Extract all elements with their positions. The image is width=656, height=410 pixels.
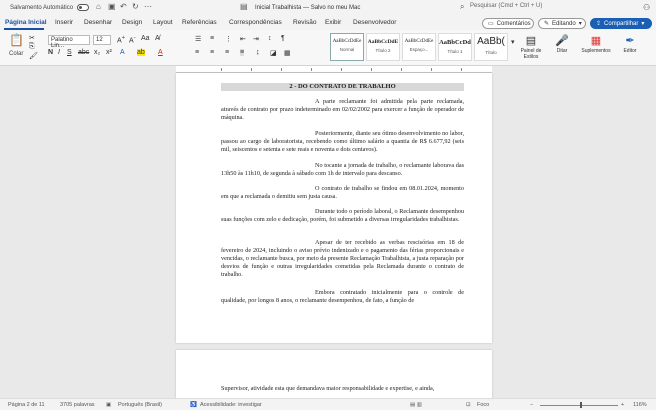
style-name: Título (485, 50, 497, 55)
italic-button[interactable]: I (58, 49, 60, 56)
editor-pen-icon: ✒ (625, 35, 635, 47)
comments-button[interactable] (482, 18, 534, 29)
tab-home[interactable]: Página Inicial (5, 19, 47, 26)
zoom-level[interactable]: 116% (633, 402, 647, 408)
tab-draw[interactable]: Desenhar (84, 19, 113, 26)
autosave-toggle[interactable] (77, 4, 89, 11)
zoom-slider-thumb[interactable] (580, 402, 582, 408)
tab-view[interactable]: Exibir (325, 19, 342, 26)
style-sample: AaBbCcDd (439, 39, 471, 46)
horizontal-ruler[interactable] (176, 66, 492, 73)
zoom-out-icon[interactable]: − (530, 402, 534, 408)
editor-label: Editor (623, 48, 637, 54)
style-sample: AaBb( (477, 36, 505, 47)
style-sample: AaBbCcDdEe (332, 39, 362, 44)
tab-layout[interactable]: Layout (153, 19, 173, 26)
paragraph[interactable]: Posteriormente, diante seu ótimo desenvolvimento no labor, passou ao cargo de laboratorista, recebendo como último salário a quantia de R$ 6.677,92 (seis mil, seiscentos e setenta e sete reais e noventa e dois centavos). (221, 130, 464, 154)
view-mode-icon[interactable]: ▤ ▥ (410, 402, 422, 408)
underline-button[interactable]: S (67, 49, 72, 56)
editing-label: Editando (552, 20, 576, 27)
focus-label[interactable]: Foco (477, 402, 490, 408)
paragraph[interactable]: A parte reclamante foi admitida pela parte reclamada, através de contrato por prazo indeterminado em 02/02/2002 para exercer a função de operador de máquina. (221, 98, 464, 122)
style-name: Espaço... (409, 47, 429, 52)
dictate-label: Ditar (556, 48, 568, 54)
styles-pane-button[interactable] (515, 34, 547, 60)
subscript-button[interactable]: x₂ (94, 49, 101, 56)
addins-button[interactable] (580, 34, 612, 54)
decrease-indent-icon[interactable]: ⇤ (240, 36, 246, 43)
show-marks-icon[interactable]: ¶ (281, 35, 285, 42)
editing-mode-button[interactable] (538, 18, 586, 29)
change-case-icon[interactable]: Aa (141, 35, 150, 42)
bold-button[interactable]: N (48, 49, 54, 56)
document-icon: ▤ (240, 2, 248, 11)
paragraph[interactable]: Durante todo o período laboral, o Reclamante desempenhou suas funções com zelo e dedicação, porém, foi submetido a diversas irregularidades trabalhistas. (221, 208, 464, 224)
highlight-icon[interactable]: ab (137, 49, 145, 56)
addins-label: Suplementos (581, 48, 611, 54)
title-bar (0, 0, 656, 16)
style-heading-1[interactable] (438, 33, 472, 61)
tab-review[interactable]: Revisão (293, 19, 317, 26)
styles-pane-label: Painel de Estilos (520, 48, 542, 60)
section-heading: 2 - DO CONTRATO DE TRABALHO (221, 83, 464, 91)
format-painter-icon[interactable]: 🖌 (29, 53, 38, 60)
paragraph[interactable]: O contrato de trabalho se findou em 08.01.2024, momento em que a reclamada o demitiu sem justa causa. (221, 185, 464, 201)
sort-icon[interactable]: ↕ (268, 35, 272, 42)
page-count[interactable]: Página 2 de 11 (8, 402, 45, 408)
style-title[interactable] (474, 33, 508, 61)
tab-insert[interactable]: Inserir (55, 19, 74, 26)
paragraph[interactable]: Apesar de ter recebido as verbas rescisórias em 18 de fevereiro de 2024, incluindo o aviso prévio indenizado e o pagamento das férias proporcionais e vencidas, o reclamante busca, por meio da presente Reclamação Trabalhista, a justa reparação por desvios de função e outras irregularidades cometidas pela Reclamada durante o contrato de trabalho. (221, 239, 464, 279)
more-icon[interactable]: ⋯ (144, 2, 152, 11)
status-bar (0, 398, 656, 410)
cut-icon[interactable]: ✂ (29, 35, 35, 42)
justify-icon[interactable]: ≡ (240, 49, 245, 56)
align-left-icon[interactable]: ≡ (195, 49, 200, 56)
superscript-button[interactable]: x² (106, 49, 112, 56)
share-label: Compartilhar (604, 20, 639, 27)
accessibility-icon[interactable]: ♿ (190, 402, 197, 408)
language-status[interactable]: Português (Brasil) (118, 402, 163, 408)
focus-icon[interactable]: ⊡ (466, 402, 471, 408)
paste-icon[interactable]: 📋 (9, 33, 24, 47)
save-icon[interactable]: ▣ (108, 2, 116, 11)
grow-font-icon[interactable]: A+ (117, 35, 126, 45)
redo-icon[interactable]: ↻ (132, 2, 139, 11)
style-sample: AaBbCcDdEe (404, 39, 434, 44)
text-effects-icon[interactable]: A (120, 49, 125, 56)
document-page[interactable] (176, 73, 492, 343)
bullets-icon[interactable]: ☰ (195, 36, 202, 43)
style-heading-2[interactable] (366, 33, 400, 61)
document-page-2[interactable] (176, 350, 492, 400)
style-name: Normal (339, 47, 355, 52)
comment-icon: ▭ (488, 21, 494, 27)
style-spacing[interactable] (402, 33, 436, 61)
word-count[interactable]: 3705 palavras (60, 402, 95, 408)
font-name-select[interactable]: Palatino Lin... (48, 35, 90, 45)
chevron-down-icon: ▾ (578, 21, 582, 27)
style-name: Título 1 (447, 49, 463, 54)
account-icon[interactable]: ⚇ (643, 3, 651, 12)
dictate-button[interactable] (546, 34, 578, 54)
copy-icon[interactable]: ⎘ (29, 43, 35, 50)
paragraph[interactable]: No tocante a jornada de trabalho, o reclamante laborava das 13h50 às 11h10, de segunda à sábado com 1h de intervalo para descanso. (221, 162, 464, 178)
style-name: Título 2 (375, 48, 391, 53)
search-icon[interactable]: ⌕ (460, 2, 465, 11)
align-center-icon[interactable]: ≡ (210, 49, 215, 56)
tab-references[interactable]: Referências (182, 19, 217, 26)
accessibility-status[interactable]: Acessibilidade: investigar (200, 402, 262, 408)
editor-button[interactable] (614, 34, 646, 54)
microphone-icon: 🎤 (555, 35, 569, 47)
numbering-icon[interactable]: ≡ (210, 35, 215, 42)
tab-developer[interactable]: Desenvolvedor (353, 19, 397, 26)
strikethrough-button[interactable]: abc (78, 49, 90, 56)
zoom-in-icon[interactable]: + (621, 402, 625, 408)
clear-format-icon[interactable]: A̸ (155, 35, 160, 42)
tab-design[interactable]: Design (122, 19, 143, 26)
font-size-select[interactable]: 12 (93, 35, 111, 45)
shading-icon[interactable]: ◪ (270, 50, 277, 57)
style-normal[interactable] (330, 33, 364, 61)
ribbon-toolbar (0, 30, 656, 66)
pencil-icon: ✎ (544, 21, 550, 27)
paragraph[interactable]: Embora contratado inicialmente para o controle de qualidade, por longos 8 anos, o reclamante desempenhou, de fato, a função de (221, 289, 464, 305)
share-icon: ⇪ (596, 21, 602, 27)
chevron-down-icon: ▾ (641, 21, 645, 27)
zoom-slider[interactable] (540, 405, 618, 406)
multilevel-list-icon[interactable]: ⋮ (225, 36, 232, 43)
home-icon[interactable]: ⌂ (96, 2, 101, 11)
paragraph[interactable]: Supervisor, atividade esta que demandava maior responsabilidade e expertise, e ainda, (221, 385, 435, 392)
font-color-icon[interactable]: A (158, 49, 163, 56)
share-button[interactable] (590, 18, 652, 29)
search-input[interactable]: Pesquisar (Cmd + Ctrl + U) (470, 3, 543, 9)
document-title: Inicial Trabalhista — Salvo no meu Mac (255, 5, 361, 11)
increase-indent-icon[interactable]: ⇥ (253, 36, 259, 43)
styles-pane-icon: ▤ (525, 35, 537, 47)
autosave-label: Salvamento Automático (10, 5, 74, 11)
comments-label: Comentários (496, 20, 531, 27)
menu-bar (0, 16, 656, 30)
undo-icon[interactable]: ↶ (120, 2, 127, 11)
style-sample: AaBbCcDdE (367, 39, 399, 45)
styles-more-chevron-icon[interactable]: ▾ (511, 39, 515, 46)
shrink-font-icon[interactable]: A- (129, 35, 136, 45)
proofing-icon[interactable]: ▣ (106, 402, 112, 408)
addins-icon: ▦ (590, 35, 602, 47)
paste-label[interactable]: Colar (9, 51, 24, 57)
align-right-icon[interactable]: ≡ (225, 49, 230, 56)
tab-mailings[interactable]: Correspondências (229, 19, 282, 26)
borders-icon[interactable]: ▦ (284, 50, 291, 57)
line-spacing-icon[interactable]: ↨ (256, 49, 260, 56)
